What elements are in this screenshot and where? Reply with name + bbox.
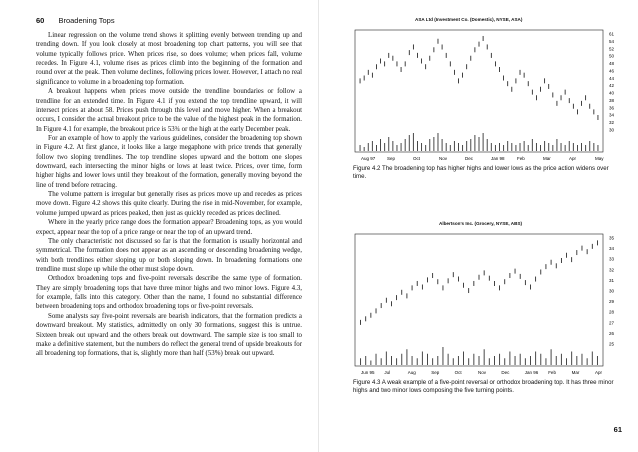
paragraph: Linear regression on the volume trend shows it splitting evenly between trending up and trending down. If you look closely at most broadening top chart patterns, you will see that volume typically follows price. When prices rise, so does volume; when prices fall, volume recedes. In Figure 4.1, volume rises as prices climb into the beginning of the formation and round over at the peak. Then volume declines, following prices lower. However, I attach no real significance to volume in a broadening top formation. (36, 32, 302, 86)
chart-frame (355, 30, 603, 152)
x-tick-label: Jan 98 (491, 156, 505, 161)
y-tick-label: 31 (609, 277, 615, 283)
x-tick-label: Nov (439, 156, 448, 161)
figure-4-3-svg (351, 230, 629, 376)
y-tick-label: 34 (609, 246, 615, 252)
page-number: 61 (613, 425, 622, 434)
x-tick-label: Dec (501, 370, 510, 375)
y-tick-label: 50 (609, 53, 615, 59)
figure-4-2-chart (351, 26, 629, 162)
x-tick-label: May (595, 156, 604, 161)
y-tick-label: 54 (609, 38, 615, 44)
y-tick-label: 27 (609, 320, 615, 326)
y-tick-label: 38 (609, 97, 615, 103)
y-tick-label: 44 (609, 75, 615, 81)
y-tick-label: 32 (609, 120, 615, 126)
x-tick-label: Mar (571, 370, 580, 375)
x-tick-label: Sep (387, 156, 396, 161)
x-tick-label: Dec (465, 156, 474, 161)
y-tick-label: 30 (609, 288, 615, 294)
figure-4-2-title: ASA Ltd (Investment Co. (Domestic), NYSE, ASA) (415, 17, 523, 22)
x-tick-label: Sep (431, 370, 440, 375)
x-tick-label: Mar (543, 156, 551, 161)
y-tick-label: 28 (609, 309, 615, 315)
figure-4-3-chart (351, 230, 629, 376)
chart-frame (355, 234, 603, 366)
y-tick-label: 48 (609, 61, 615, 67)
y-tick-label: 30 (609, 127, 615, 133)
x-tick-label: Oct (413, 156, 421, 161)
running-header (36, 16, 115, 25)
body-text (36, 31, 302, 359)
paragraph: Some analysts say five-point reversals are bearish indicators, that the formation predicts a downward breakout. My statistics, admittedly on only 30 formations, suggest this is untrue. Sixteen break out upward and the others break out downward. The sample size is too small to make a definitive statement, but the numbers do reflect the general trend of upside breakouts for all broadening top formations, that is, slightly more than half (53%) break out upward. (36, 312, 302, 358)
y-tick-label: 32 (609, 267, 615, 273)
y-tick-label: 46 (609, 68, 615, 74)
x-tick-label: Jun 95 (361, 370, 375, 375)
x-tick-label: Aug 97 (361, 156, 376, 161)
x-tick-label: Aug (407, 370, 416, 375)
x-tick-label: Feb (517, 156, 525, 161)
x-tick-label: Apr (595, 370, 603, 375)
y-tick-label: 36 (609, 105, 615, 111)
x-tick-label: Jul (384, 370, 391, 375)
x-tick-label: Oct (454, 370, 462, 375)
right-page (319, 0, 638, 452)
y-tick-label: 34 (609, 112, 615, 118)
paragraph: For an example of how to apply the various guidelines, consider the broadening top shown in Figure 4.2. At first glance, it looks like a large megaphone with price trends that generally follow two sloping trendlines. The top trendline slopes upward and the bottom one slopes downward, each intersecting the minor highs or lows at least twice. Prices, over time, form higher highs and lower lows until they breakout of the formation, generally moving beyond the line of trend before retracing. (36, 134, 302, 189)
page-number: 60 (36, 16, 45, 25)
paragraph: The volume pattern is irregular but generally rises as prices move up and recedes as prices move down. Figure 4.2 shows this quite clearly. During the rise in mid-November, for example, volume jumped upward as prices peaked, then just as quickly receded as prices declined. (36, 191, 302, 217)
paragraph: Orthodox broadening tops and five-point reversals describe the same type of formation. They are simply broadening tops that have three minor highs and two minor lows. Figure 4.3, for example, falls into this category. Other than the name, I found no substantial difference between broadening tops and orthodox broadening tops or five-point reversals. (36, 275, 302, 311)
y-tick-label: 35 (609, 235, 615, 241)
y-tick-label: 25 (609, 341, 615, 347)
x-tick-label: Feb (548, 370, 556, 375)
paragraph: Where in the yearly price range does the formation appear? Broadening tops, as you would expect, appear near the top of a price range or near the top of an upward trend. (36, 219, 302, 236)
paragraph: The only characteristic not discussed so far is that the formation is usually horizontal and symmetrical. The formation does not appear as an ascending or descending broadening wedge, with both trendlines either sloping up or both sloping down. In broadening formations one trendline must slope up while the other must slope down. (36, 237, 302, 273)
y-tick-label: 40 (609, 90, 615, 96)
x-tick-label: Nov (478, 370, 487, 375)
y-tick-label: 26 (609, 330, 615, 336)
y-tick-label: 29 (609, 299, 615, 305)
figure-4-2-caption: Figure 4.2 The broadening top has higher highs and lower lows as the price action widens over time. (353, 165, 609, 180)
paragraph: A breakout happens when prices move outside the trendline boundaries or follow a trendline for an extended time. In Figure 4.1 if you extend the top trendline upward, it will intersect prices at about 58. Prices push through this level and move higher. When a breakout occurs, I consider the actual breakout price to be the value of the highest peak in the formation. In Figure 4.1 for example, the breakout price is 53¾ or the high at the early December peak. (36, 88, 302, 133)
y-tick-label: 42 (609, 83, 615, 89)
figure-4-3-caption: Figure 4.3 A weak example of a five-point reversal or orthodox broadening top. It has three minor highs and two minor lows composing the five turning points. (353, 379, 614, 394)
x-tick-label: Apr (569, 156, 577, 161)
figure-4-3-title: Albertson's Inc. (Grocery, NYSE, ABS) (439, 221, 523, 226)
figure-4-2-svg (351, 26, 629, 162)
x-tick-label: Jan 96 (524, 370, 539, 375)
y-tick-label: 61 (609, 31, 615, 37)
y-tick-label: 52 (609, 46, 615, 52)
y-tick-label: 33 (609, 256, 615, 262)
running-head: Broadening Tops (58, 16, 115, 25)
